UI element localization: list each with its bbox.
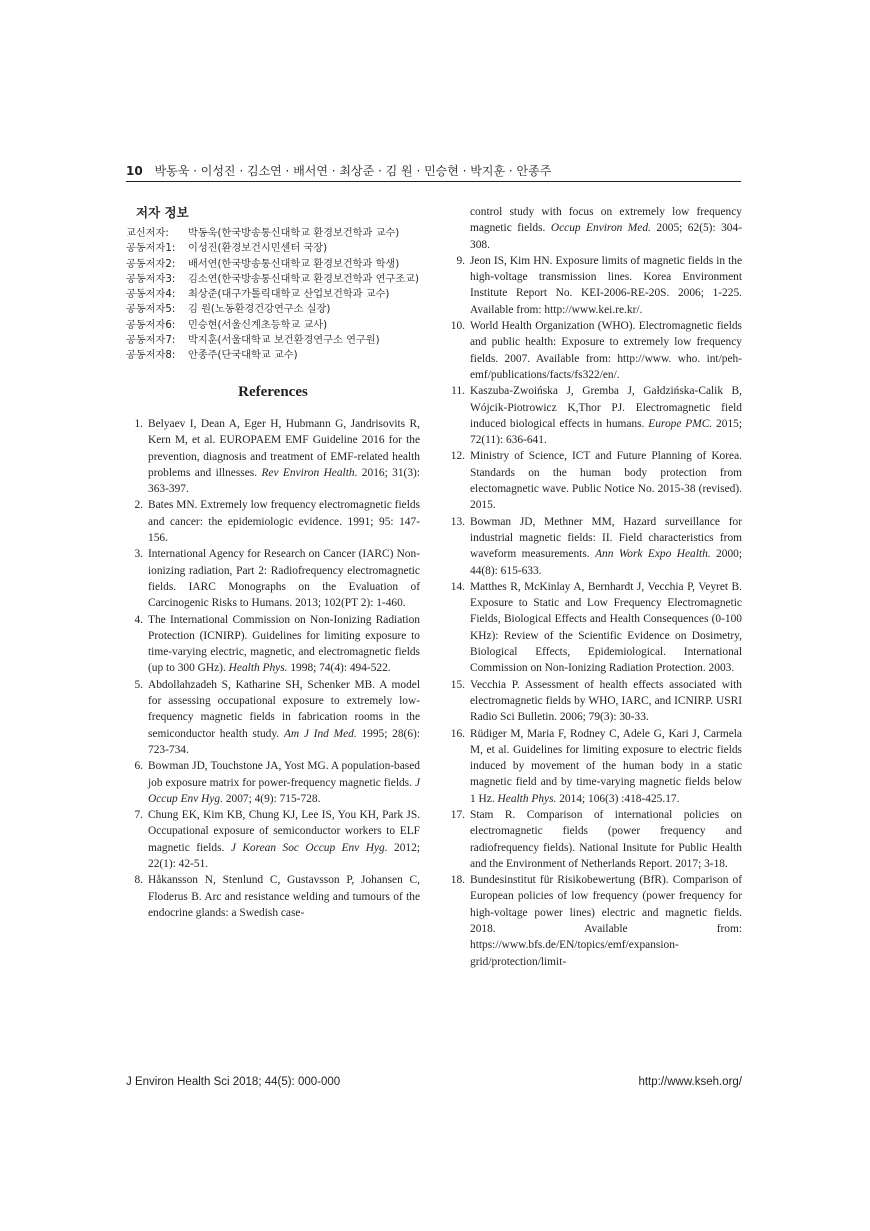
header-authors: 박동욱 · 이성진 · 김소연 · 배서연 · 최상준 · 김 원 · 민승현 · 박지훈 · 안종주 [154, 164, 552, 178]
author-entry [126, 272, 420, 287]
reference-text: Stam R. Comparison of international policies on electromagnetic fields (power frequency and radiofrequency fields). National Insitute for Public Health and the Environment of Netherlands Report. 2017; 3-18. [470, 808, 742, 870]
reference-item [126, 612, 420, 677]
reference-text: Jeon IS, Kim HN. Exposure limits of magnetic fields in the high-voltage transmission lines. Korea Environment Institute Report No. KEI-2006-RE-20S. 2006; 1-225. Available from: http://www.kei.re.kr/. [470, 254, 742, 316]
reference-item [448, 872, 742, 970]
reference-text: The International Commission on Non-Ionizing Radiation Protection (ICNIRP). Guidelines for limiting exposure to time-varying electric, magnetic, and electromagnetic fields (up to 300 GHz). Health Phys. 1998; 74(4): 494-522. [148, 613, 420, 675]
author-desc: 김 원(노동환경건강연구소 실장) [188, 304, 331, 316]
reference-text: Ministry of Science, ICT and Future Planning of Korea. Standards on the human body protection from electomagnetic wave. Public Notice No. 2015-38 (revised). 2015. [470, 450, 742, 512]
reference-item [448, 448, 742, 513]
author-role: 공동저자5: [126, 304, 176, 316]
reference-number: 18. [450, 874, 465, 887]
author-role: 공동저자4: [126, 289, 176, 301]
author-desc: 이성진(환경보건시민센터 국장) [188, 243, 328, 255]
reference-item [448, 677, 742, 726]
reference-number: 4. [134, 613, 143, 626]
reference-item [448, 253, 742, 318]
author-role: 공동저자8: [126, 350, 176, 362]
page-number: 10 [126, 164, 143, 178]
reference-number: 11. [451, 385, 465, 398]
reference-number: 7. [134, 809, 143, 822]
reference-text: Kaszuba-Zwoińska J, Gremba J, Gałdzińska-Calik B, Wójcik-Piotrowicz K,Thor PJ. Electromagnetic field induced biological effects in humans. Europe PMC. 2015; 72(11): 636-641. [470, 385, 742, 447]
author-info-list [126, 226, 420, 364]
reference-item [448, 383, 742, 448]
reference-text: Matthes R, McKinlay A, Bernhardt J, Vecchia P, Veyret B. Exposure to Static and Low Frequency Electromagnetic Fields, Biological Effects and Health Consequences (0-100 KHz): Review of the Scientific Evidence on Dosimetry, Biological Effects, Epidemiological. International Commission on Non-Ionizing Radiation Protection. 2003. [470, 580, 742, 675]
author-desc: 박동욱(한국방송통신대학교 환경보건학과 교수) [188, 228, 400, 239]
author-role: 공동저자7: [126, 335, 176, 347]
references-list-left [126, 416, 420, 921]
reference-number: 6. [134, 760, 143, 773]
reference-item [448, 318, 742, 383]
reference-item [126, 807, 420, 872]
author-role: 교신저자: [126, 228, 169, 239]
author-entry [126, 318, 420, 333]
reference-number: 3. [134, 548, 143, 561]
reference-number: 13. [450, 515, 465, 528]
author-entry [126, 287, 420, 302]
author-desc: 박지훈(서울대학교 보건환경연구소 연구원) [188, 335, 380, 347]
reference-continuation: control study with focus on extremely low frequency magnetic fields. Occup Environ Med. 2005; 62(5): 304-308. [470, 206, 742, 251]
reference-number: 16. [450, 727, 465, 740]
references-list-right [448, 253, 742, 970]
author-role: 공동저자2: [126, 258, 176, 270]
reference-item [448, 726, 742, 807]
reference-item [126, 677, 420, 758]
author-entry [126, 333, 420, 348]
footer-url: http://www.kseh.org/ [638, 1076, 742, 1088]
reference-number: 5. [134, 678, 143, 691]
references-heading: References [238, 383, 308, 400]
reference-number: 15. [450, 678, 465, 691]
reference-number: 9. [456, 254, 465, 267]
author-entry [126, 241, 420, 256]
author-role: 공동저자6: [126, 319, 176, 331]
reference-item [126, 546, 420, 611]
reference-item [448, 579, 742, 677]
reference-text: Vecchia P. Assessment of health effects associated with electromagnetic fields by WHO, IARC, and ICNIRP. USRI Radio Sci Bulletin. 2006; 79(3): 30-33. [470, 678, 742, 724]
author-role: 공동저자1: [126, 243, 176, 255]
running-header [126, 161, 741, 182]
reference-text: Belyaev I, Dean A, Eger H, Hubmann G, Jandrisovits R, Kern M, et al. EUROPAEM EMF Guideline 2016 for the prevention, diagnosis and treatment of EMF-related health problems and illnesses. Rev Environ Health. 2016; 31(3): 363-397. [148, 417, 420, 496]
right-column [448, 204, 742, 970]
author-desc: 배서연(한국방송통신대학교 환경보건학과 학생) [188, 258, 400, 270]
reference-number: 1. [134, 417, 143, 430]
left-column [126, 204, 420, 921]
author-entry [126, 348, 420, 363]
reference-number: 12. [450, 450, 465, 463]
reference-text: Bowman JD, Methner MM, Hazard surveillance for industrial magnetic fields: II. Field characteristics from waveform measurements. Ann Work Expo Health. 2000; 44(8): 615-633. [470, 515, 742, 577]
reference-number: 14. [450, 580, 465, 593]
reference-item [448, 807, 742, 872]
author-desc: 최상준(대구가톨릭대학교 산업보건학과 교수) [188, 289, 390, 301]
reference-text: Rüdiger M, Maria F, Rodney C, Adele G, Kari J, Carmela M, et al. Guidelines for limiting exposure to electric fields induced by movement of the human body in a static magnetic field and by time-varying magnetic fields below 1 Hz. Health Phys. 2014; 106(3) :418-425.17. [470, 727, 742, 805]
author-role: 공동저자3: [126, 273, 176, 285]
author-entry [126, 302, 420, 317]
reference-text: Chung EK, Kim KB, Chung KJ, Lee IS, You KH, Park JS. Occupational exposure of semiconductor workers to ELF magnetic fields. J Korean Soc Occup Env Hyg. 2012; 22(1): 42-51. [148, 809, 420, 870]
reference-text: Bundesinstitut für Risikobewertung (BfR). Comparison of European policies of low frequency (power frequency for high-voltage power lines) electric and magnetic fields. 2018. Available from: https://www.bfs.de/EN/topics/emf/expansion-grid/protection/limit- [470, 874, 742, 968]
reference-text: Håkansson N, Stenlund C, Gustavsson P, Johansen C, Floderus B. Arc and resistance welding and tumours of the endocrine glands: a Swedish case- [148, 874, 420, 919]
reference-item [126, 872, 420, 921]
author-desc: 민승현(서울신계초등학교 교사) [188, 319, 328, 331]
reference-text: Bates MN. Extremely low frequency electromagnetic fields and cancer: the epidemiologic evidence. 1991; 95: 147-156. [148, 499, 420, 545]
reference-item [126, 758, 420, 807]
author-desc: 김소연(한국방송통신대학교 환경보건학과 연구조교) [188, 273, 419, 285]
reference-number: 8. [134, 874, 143, 887]
reference-number: 17. [450, 808, 465, 821]
author-entry [126, 226, 420, 241]
reference-item [126, 497, 420, 546]
reference-item [126, 416, 420, 497]
reference-number: 10. [450, 320, 465, 333]
reference-number: 2. [134, 499, 143, 512]
reference-text: Bowman JD, Touchstone JA, Yost MG. A population-based job exposure matrix for power-frequency magnetic fields. J Occup Env Hyg. 2007; 4(9): 715-728. [148, 760, 420, 805]
reference-item [448, 514, 742, 579]
reference-text: World Health Organization (WHO). Electromagnetic fields and public health: Exposure to extremely low frequency fields. 2007. Available from: http://www. who. int/peh-emf/publications/facts/fs322/en/. [470, 320, 742, 381]
reference-text: Abdollahzadeh S, Katharine SH, Schenker MB. A model for assessing occupational exposure to extremely low-frequency magnetic fields in fabrication rooms in the semiconductor health study. Am J Ind Med. 1995; 28(6): 723-734. [148, 678, 420, 756]
author-info-title: 저자 정보 [136, 205, 189, 220]
author-entry [126, 257, 420, 272]
footer-journal: J Environ Health Sci 2018; 44(5): 000-000 [126, 1076, 341, 1088]
author-desc: 안종주(단국대학교 교수) [188, 350, 298, 362]
reference-text: International Agency for Research on Cancer (IARC) Non-ionizing radiation, Part 2: Radiofrequency electromagnetic fields. IARC Monographs on the Evaluation of Carcinogenic Risks to Humans. 2013; 102(PT 2): 1-460. [148, 548, 420, 610]
